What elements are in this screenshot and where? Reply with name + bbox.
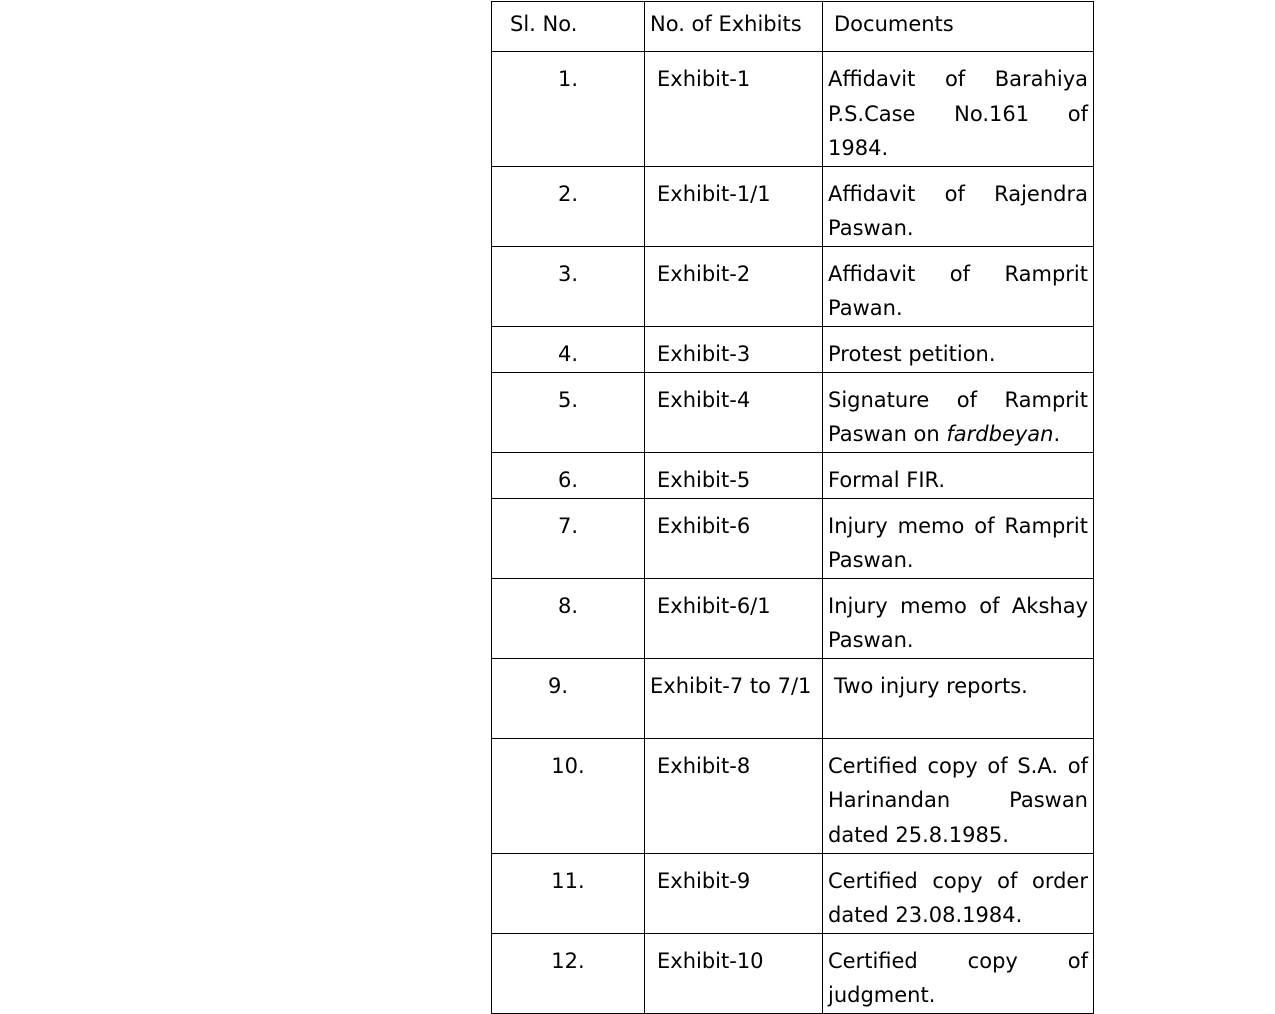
sl-cell: 8. (492, 578, 645, 658)
document-cell: Certified copy of order dated 23.08.1984. (823, 853, 1094, 933)
table-row (492, 498, 1094, 578)
document-cell: Two injury reports. (823, 658, 1094, 738)
sl-cell: 12. (492, 933, 645, 1013)
exhibit-cell: Exhibit-1 (645, 52, 823, 167)
exhibit-cell: Exhibit-8 (645, 738, 823, 853)
exhibits-table (491, 1, 1094, 1014)
document-cell: Protest petition. (823, 326, 1094, 372)
table-row (492, 658, 1094, 738)
table-row (492, 372, 1094, 452)
header-sl-no: Sl. No. (492, 2, 645, 52)
document-cell: Certified copy of judgment. (823, 933, 1094, 1013)
table-row (492, 578, 1094, 658)
table-row (492, 738, 1094, 853)
document-italic-term: fardbeyan (946, 422, 1054, 446)
exhibit-cell: Exhibit-5 (645, 452, 823, 498)
exhibit-cell: Exhibit-2 (645, 246, 823, 326)
table-row (492, 246, 1094, 326)
header-row (492, 2, 1094, 52)
table-row (492, 326, 1094, 372)
sl-cell: 11. (492, 853, 645, 933)
document-suffix: . (1053, 422, 1061, 446)
header-no-of-exhibits: No. of Exhibits (645, 2, 823, 52)
document-text: Signature of Ramprit Paswan on (828, 387, 1088, 446)
document-cell: Formal FIR. (823, 452, 1094, 498)
exhibit-cell: Exhibit-4 (645, 372, 823, 452)
sl-cell: 9. (492, 658, 645, 738)
document-cell (823, 372, 1094, 452)
exhibit-cell: Exhibit-9 (645, 853, 823, 933)
document-cell: Affidavit of Barahiya P.S.Case No.161 of 1984. (823, 52, 1094, 167)
header-documents: Documents (823, 2, 1094, 52)
table-row (492, 166, 1094, 246)
exhibit-cell: Exhibit-3 (645, 326, 823, 372)
sl-cell: 1. (492, 52, 645, 167)
exhibit-cell: Exhibit-6 (645, 498, 823, 578)
sl-cell: 3. (492, 246, 645, 326)
sl-cell: 5. (492, 372, 645, 452)
exhibit-cell: Exhibit-1/1 (645, 166, 823, 246)
table-row (492, 853, 1094, 933)
sl-cell: 6. (492, 452, 645, 498)
document-cell: Injury memo of Akshay Paswan. (823, 578, 1094, 658)
sl-cell: 7. (492, 498, 645, 578)
exhibit-cell: Exhibit-6/1 (645, 578, 823, 658)
exhibit-cell: Exhibit-7 to 7/1 (645, 658, 823, 738)
exhibit-cell: Exhibit-10 (645, 933, 823, 1013)
document-cell: Affidavit of Ramprit Pawan. (823, 246, 1094, 326)
table-row (492, 933, 1094, 1013)
sl-cell: 2. (492, 166, 645, 246)
document-cell: Affidavit of Rajendra Paswan. (823, 166, 1094, 246)
table-row (492, 52, 1094, 167)
document-cell: Injury memo of Ramprit Paswan. (823, 498, 1094, 578)
sl-cell: 10. (492, 738, 645, 853)
table-row (492, 452, 1094, 498)
document-cell: Certified copy of S.A. of Harinandan Paswan dated 25.8.1985. (823, 738, 1094, 853)
sl-cell: 4. (492, 326, 645, 372)
